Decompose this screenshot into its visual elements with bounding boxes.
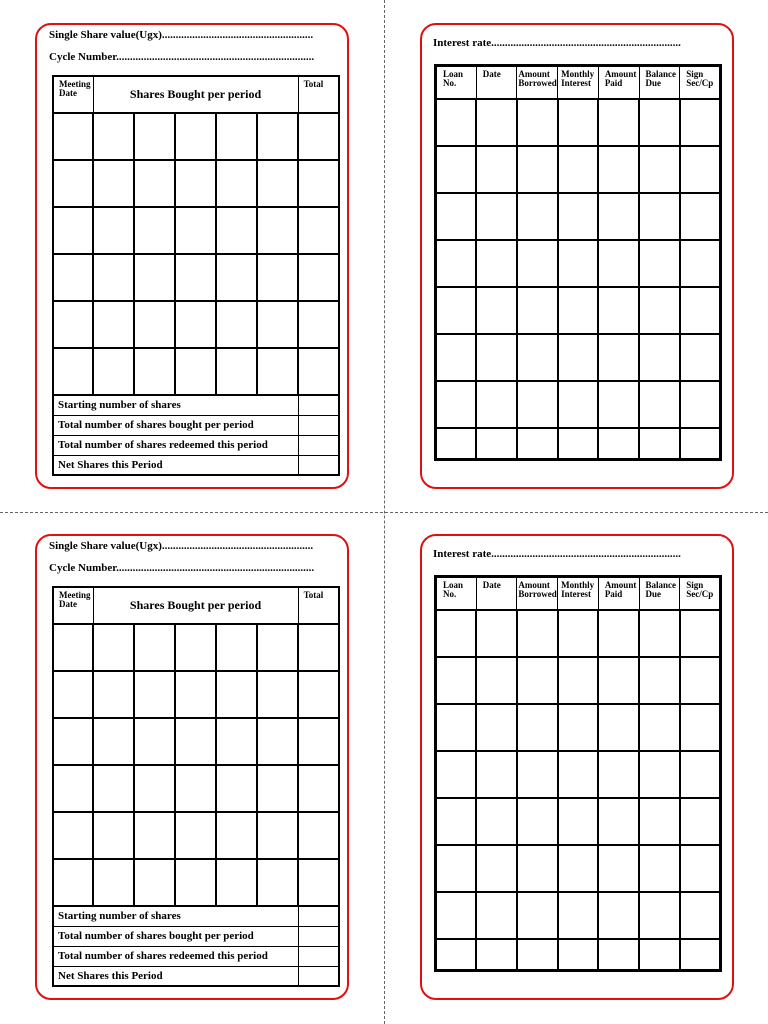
- total-header: Total: [298, 587, 339, 624]
- table-row: [53, 113, 339, 160]
- cell[interactable]: [53, 160, 93, 207]
- cell[interactable]: [517, 845, 558, 892]
- table-row: [436, 146, 721, 193]
- cell[interactable]: [436, 193, 477, 240]
- cell[interactable]: [53, 113, 93, 160]
- table-row: [436, 193, 721, 240]
- cell[interactable]: [93, 624, 134, 671]
- cell[interactable]: [257, 207, 298, 254]
- cell[interactable]: [298, 624, 339, 671]
- cell[interactable]: [216, 207, 257, 254]
- cell[interactable]: [298, 718, 339, 765]
- cell[interactable]: [93, 113, 134, 160]
- cell[interactable]: [558, 240, 599, 287]
- shares-redeemed-label: Total number of shares redeemed this period: [53, 435, 298, 455]
- cell[interactable]: [134, 624, 175, 671]
- cell[interactable]: [93, 812, 134, 859]
- cell[interactable]: [257, 718, 298, 765]
- horizontal-cut-line: [0, 512, 768, 513]
- cell[interactable]: [598, 287, 639, 334]
- cell[interactable]: [558, 657, 599, 704]
- cell[interactable]: [134, 301, 175, 348]
- net-shares-label: Net Shares this Period: [53, 966, 298, 986]
- cell[interactable]: [93, 671, 134, 718]
- shares-bought-header: Shares Bought per period: [93, 76, 298, 113]
- table-row: [436, 99, 721, 146]
- cell[interactable]: [558, 704, 599, 751]
- cell[interactable]: [517, 939, 558, 971]
- table-row: [436, 334, 721, 381]
- cell[interactable]: [680, 334, 721, 381]
- cell[interactable]: [93, 859, 134, 906]
- cell[interactable]: [680, 892, 721, 939]
- monthly-interest-header: Monthly Interest: [558, 66, 599, 99]
- cell[interactable]: [598, 657, 639, 704]
- cell[interactable]: [476, 704, 517, 751]
- shares-redeemed-value[interactable]: [298, 946, 339, 966]
- cell[interactable]: [598, 939, 639, 971]
- cell[interactable]: [436, 381, 477, 428]
- cell[interactable]: [436, 287, 477, 334]
- cell[interactable]: [639, 892, 680, 939]
- cell[interactable]: [436, 939, 477, 971]
- cell[interactable]: [680, 146, 721, 193]
- cell[interactable]: [558, 939, 599, 971]
- cell[interactable]: [558, 798, 599, 845]
- cell[interactable]: [216, 765, 257, 812]
- cell[interactable]: [93, 160, 134, 207]
- cell[interactable]: [517, 704, 558, 751]
- cell[interactable]: [298, 301, 339, 348]
- cycle-number-label: Cycle Number........................................................................: [49, 562, 315, 574]
- cell[interactable]: [517, 428, 558, 460]
- cell[interactable]: [53, 207, 93, 254]
- starting-shares-value[interactable]: [298, 395, 339, 415]
- table-row: [53, 254, 339, 301]
- shares-table: [52, 75, 340, 476]
- cell[interactable]: [134, 254, 175, 301]
- cell[interactable]: [680, 657, 721, 704]
- shares-card: [35, 23, 349, 489]
- total-header: Total: [298, 76, 339, 113]
- cell[interactable]: [680, 193, 721, 240]
- cell[interactable]: [216, 671, 257, 718]
- cell[interactable]: [598, 381, 639, 428]
- cell[interactable]: [517, 334, 558, 381]
- amount-borrowed-header: Amount Borrowed: [517, 577, 558, 610]
- amount-paid-header: Amount Paid: [598, 66, 639, 99]
- cell[interactable]: [517, 146, 558, 193]
- table-row: [53, 812, 339, 859]
- cell[interactable]: [517, 287, 558, 334]
- cell[interactable]: [175, 671, 216, 718]
- cell[interactable]: [558, 892, 599, 939]
- net-shares-value[interactable]: [298, 966, 339, 986]
- loan-card: [420, 23, 734, 489]
- table-row: [53, 671, 339, 718]
- cell[interactable]: [558, 845, 599, 892]
- cell[interactable]: [639, 381, 680, 428]
- table-row: [53, 348, 339, 395]
- cell[interactable]: [134, 812, 175, 859]
- cell[interactable]: [476, 193, 517, 240]
- cell[interactable]: [680, 845, 721, 892]
- cell[interactable]: [257, 348, 298, 395]
- cell[interactable]: [175, 765, 216, 812]
- cell[interactable]: [175, 113, 216, 160]
- cell[interactable]: [639, 939, 680, 971]
- cell[interactable]: [639, 751, 680, 798]
- cell[interactable]: [298, 812, 339, 859]
- cell[interactable]: [680, 751, 721, 798]
- cell[interactable]: [175, 718, 216, 765]
- cell[interactable]: [53, 624, 93, 671]
- cell[interactable]: [598, 99, 639, 146]
- cell[interactable]: [639, 657, 680, 704]
- cell[interactable]: [216, 254, 257, 301]
- cell[interactable]: [257, 160, 298, 207]
- cell[interactable]: [436, 751, 477, 798]
- date-header: Date: [476, 577, 517, 610]
- cell[interactable]: [476, 240, 517, 287]
- share-value-label: Single Share value(Ugx).......................................................: [49, 29, 314, 41]
- loan-table: [434, 64, 722, 461]
- monthly-interest-header: Monthly Interest: [558, 577, 599, 610]
- cell[interactable]: [436, 99, 477, 146]
- loan-no-header: Loan No.: [436, 577, 477, 610]
- cell[interactable]: [298, 254, 339, 301]
- cell[interactable]: [134, 113, 175, 160]
- cell[interactable]: [598, 845, 639, 892]
- cell[interactable]: [134, 160, 175, 207]
- cell[interactable]: [598, 610, 639, 657]
- cell[interactable]: [53, 765, 93, 812]
- interest-rate-label: Interest rate.....................................................................: [433, 37, 681, 49]
- cell[interactable]: [639, 99, 680, 146]
- cell[interactable]: [175, 160, 216, 207]
- cell[interactable]: [558, 610, 599, 657]
- cell[interactable]: [175, 301, 216, 348]
- cell[interactable]: [53, 671, 93, 718]
- cell[interactable]: [436, 428, 477, 460]
- cell[interactable]: [134, 859, 175, 906]
- cell[interactable]: [134, 671, 175, 718]
- shares-bought-label: Total number of shares bought per period: [53, 926, 298, 946]
- cell[interactable]: [680, 798, 721, 845]
- cell[interactable]: [53, 718, 93, 765]
- cell[interactable]: [134, 765, 175, 812]
- shares-redeemed-value[interactable]: [298, 435, 339, 455]
- cell[interactable]: [476, 334, 517, 381]
- cell[interactable]: [175, 254, 216, 301]
- cell[interactable]: [639, 798, 680, 845]
- cell[interactable]: [476, 892, 517, 939]
- cell[interactable]: [598, 146, 639, 193]
- cell[interactable]: [298, 348, 339, 395]
- cell[interactable]: [436, 704, 477, 751]
- cell[interactable]: [257, 113, 298, 160]
- cell[interactable]: [558, 287, 599, 334]
- cell[interactable]: [436, 657, 477, 704]
- cell[interactable]: [216, 113, 257, 160]
- cell[interactable]: [93, 718, 134, 765]
- cell[interactable]: [598, 704, 639, 751]
- shares-table: [52, 586, 340, 987]
- cell[interactable]: [298, 113, 339, 160]
- cell[interactable]: [598, 240, 639, 287]
- cell[interactable]: [680, 381, 721, 428]
- cell[interactable]: [558, 428, 599, 460]
- cell[interactable]: [680, 428, 721, 460]
- cell[interactable]: [257, 254, 298, 301]
- cell[interactable]: [639, 610, 680, 657]
- cell[interactable]: [216, 859, 257, 906]
- cell[interactable]: [134, 718, 175, 765]
- shares-bought-label: Total number of shares bought per period: [53, 415, 298, 435]
- starting-shares-label: Starting number of shares: [53, 395, 298, 415]
- cell[interactable]: [598, 193, 639, 240]
- cell[interactable]: [257, 765, 298, 812]
- balance-due-header: Balance Due: [639, 66, 680, 99]
- cell[interactable]: [680, 240, 721, 287]
- cell[interactable]: [558, 146, 599, 193]
- table-row: [53, 765, 339, 812]
- table-row: [436, 845, 721, 892]
- cell[interactable]: [558, 751, 599, 798]
- cell[interactable]: [436, 240, 477, 287]
- cell[interactable]: [639, 287, 680, 334]
- cell[interactable]: [639, 240, 680, 287]
- cell[interactable]: [639, 193, 680, 240]
- cell[interactable]: [476, 657, 517, 704]
- cell[interactable]: [639, 146, 680, 193]
- cell[interactable]: [175, 624, 216, 671]
- cell[interactable]: [598, 751, 639, 798]
- starting-shares-label: Starting number of shares: [53, 906, 298, 926]
- cell[interactable]: [680, 99, 721, 146]
- cell[interactable]: [639, 428, 680, 460]
- cell[interactable]: [93, 301, 134, 348]
- cell[interactable]: [517, 610, 558, 657]
- cell[interactable]: [436, 892, 477, 939]
- date-header: Date: [476, 66, 517, 99]
- cell[interactable]: [680, 287, 721, 334]
- cell[interactable]: [175, 859, 216, 906]
- cell[interactable]: [175, 348, 216, 395]
- cell[interactable]: [680, 704, 721, 751]
- shares-card: [35, 534, 349, 1000]
- table-row: [53, 859, 339, 906]
- loan-table: [434, 575, 722, 972]
- cell[interactable]: [53, 301, 93, 348]
- cell[interactable]: [476, 99, 517, 146]
- shares-bought-value[interactable]: [298, 926, 339, 946]
- cell[interactable]: [517, 751, 558, 798]
- cell[interactable]: [639, 334, 680, 381]
- table-row: [53, 301, 339, 348]
- interest-rate-label: Interest rate.....................................................................: [433, 548, 681, 560]
- cell[interactable]: [216, 812, 257, 859]
- cell[interactable]: [517, 892, 558, 939]
- table-row: [436, 704, 721, 751]
- net-shares-value[interactable]: [298, 455, 339, 475]
- net-shares-label: Net Shares this Period: [53, 455, 298, 475]
- cell[interactable]: [257, 624, 298, 671]
- table-row: [53, 160, 339, 207]
- cell[interactable]: [134, 207, 175, 254]
- cell[interactable]: [558, 334, 599, 381]
- cell[interactable]: [476, 798, 517, 845]
- table-row: [436, 240, 721, 287]
- shares-bought-header: Shares Bought per period: [93, 587, 298, 624]
- loan-no-header: Loan No.: [436, 66, 477, 99]
- table-row: [53, 207, 339, 254]
- loan-card: [420, 534, 734, 1000]
- cell[interactable]: [298, 859, 339, 906]
- table-row: [53, 718, 339, 765]
- cell[interactable]: [680, 939, 721, 971]
- cell[interactable]: [216, 718, 257, 765]
- sign-header: Sign Sec/Cp: [680, 66, 721, 99]
- cell[interactable]: [476, 146, 517, 193]
- cell[interactable]: [175, 812, 216, 859]
- cell[interactable]: [598, 798, 639, 845]
- cell[interactable]: [639, 845, 680, 892]
- table-row: [436, 381, 721, 428]
- shares-redeemed-label: Total number of shares redeemed this period: [53, 946, 298, 966]
- cell[interactable]: [257, 671, 298, 718]
- meeting-date-header: Meeting Date: [53, 76, 93, 113]
- cell[interactable]: [216, 624, 257, 671]
- shares-bought-value[interactable]: [298, 415, 339, 435]
- cell[interactable]: [175, 207, 216, 254]
- cell[interactable]: [134, 348, 175, 395]
- share-value-label: Single Share value(Ugx).......................................................: [49, 540, 314, 552]
- cell[interactable]: [558, 99, 599, 146]
- cell[interactable]: [476, 939, 517, 971]
- cell[interactable]: [517, 99, 558, 146]
- cell[interactable]: [436, 845, 477, 892]
- cell[interactable]: [436, 146, 477, 193]
- cell[interactable]: [298, 207, 339, 254]
- table-row: [436, 751, 721, 798]
- cell[interactable]: [598, 892, 639, 939]
- cell[interactable]: [216, 160, 257, 207]
- cell[interactable]: [436, 610, 477, 657]
- cell[interactable]: [476, 751, 517, 798]
- cell[interactable]: [216, 301, 257, 348]
- cycle-number-label: Cycle Number........................................................................: [49, 51, 315, 63]
- cell[interactable]: [517, 240, 558, 287]
- cell[interactable]: [53, 254, 93, 301]
- cell[interactable]: [436, 334, 477, 381]
- cell[interactable]: [93, 765, 134, 812]
- cell[interactable]: [598, 334, 639, 381]
- cell[interactable]: [476, 845, 517, 892]
- cell[interactable]: [476, 381, 517, 428]
- table-row: [436, 428, 721, 460]
- table-row: [436, 798, 721, 845]
- cell[interactable]: [298, 765, 339, 812]
- sign-header: Sign Sec/Cp: [680, 577, 721, 610]
- cell[interactable]: [93, 254, 134, 301]
- cell[interactable]: [53, 859, 93, 906]
- meeting-date-header: Meeting Date: [53, 587, 93, 624]
- amount-paid-header: Amount Paid: [598, 577, 639, 610]
- starting-shares-value[interactable]: [298, 906, 339, 926]
- cell[interactable]: [53, 348, 93, 395]
- balance-due-header: Balance Due: [639, 577, 680, 610]
- cell[interactable]: [680, 610, 721, 657]
- cell[interactable]: [93, 348, 134, 395]
- cell[interactable]: [558, 381, 599, 428]
- table-row: [436, 892, 721, 939]
- cell[interactable]: [257, 301, 298, 348]
- cell[interactable]: [298, 160, 339, 207]
- cell[interactable]: [517, 657, 558, 704]
- cell[interactable]: [476, 287, 517, 334]
- cell[interactable]: [53, 812, 93, 859]
- cell[interactable]: [476, 610, 517, 657]
- cell[interactable]: [257, 859, 298, 906]
- cell[interactable]: [257, 812, 298, 859]
- cell[interactable]: [598, 428, 639, 460]
- cell[interactable]: [93, 207, 134, 254]
- cell[interactable]: [558, 193, 599, 240]
- table-row: [436, 939, 721, 971]
- cell[interactable]: [436, 798, 477, 845]
- cell[interactable]: [517, 798, 558, 845]
- table-row: [436, 287, 721, 334]
- cell[interactable]: [517, 193, 558, 240]
- cell[interactable]: [639, 704, 680, 751]
- table-row: [53, 624, 339, 671]
- amount-borrowed-header: Amount Borrowed: [517, 66, 558, 99]
- cell[interactable]: [216, 348, 257, 395]
- cell[interactable]: [298, 671, 339, 718]
- table-row: [436, 657, 721, 704]
- table-row: [436, 610, 721, 657]
- cell[interactable]: [476, 428, 517, 460]
- cell[interactable]: [517, 381, 558, 428]
